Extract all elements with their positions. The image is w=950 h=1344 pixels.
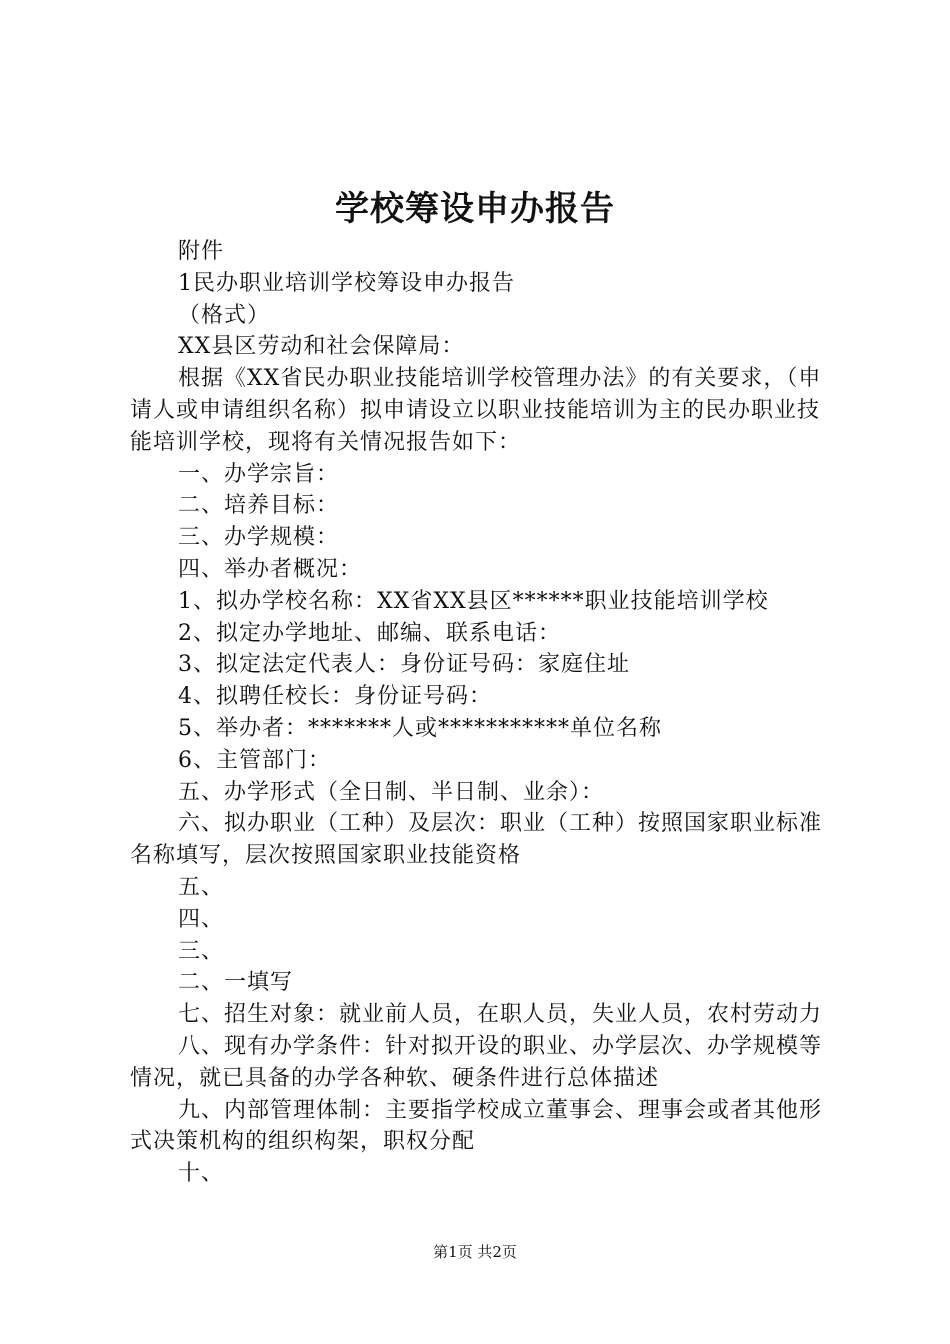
document-title: 学校筹设申办报告	[335, 189, 615, 229]
page-footer: 第1页 共2页	[433, 1243, 517, 1261]
paragraph: 八、现有办学条件：针对拟开设的职业、办学层次、办学规模等情况，就已具备的办学各种软、硬条件进行总体描述	[130, 1033, 823, 1091]
paragraph: 二、一填写	[178, 970, 294, 996]
paragraph: 3、拟定法定代表人：身份证号码：家庭住址	[178, 652, 630, 678]
paragraph: 九、内部管理体制：主要指学校成立董事会、理事会或者其他形式决策机构的组织构架，职权分配	[130, 1097, 823, 1155]
paragraph: （格式）	[178, 302, 271, 328]
paragraph: 四、	[178, 906, 225, 932]
paragraph: 6、主管部门：	[178, 747, 331, 773]
paragraph: 七、招生对象：就业前人员，在职人员，失业人员，农村劳动力	[178, 1002, 823, 1028]
paragraph: 根据《XX省民办职业技能培训学校管理办法》的有关要求，（申请人或申请组织名称）拟申请设立以职业技能培训为主的民办职业技能培训学校，现将有关情况报告如下：	[130, 366, 822, 455]
paragraph: XX县区劳动和社会保障局：	[178, 334, 465, 360]
paragraph: 2、拟定办学地址、邮编、联系电话：	[178, 620, 561, 646]
paragraph: 4、拟聘任校长：身份证号码：	[178, 684, 492, 710]
paragraph: 六、拟办职业（工种）及层次：职业（工种）按照国家职业标准名称填写，层次按照国家职业技能资格	[130, 811, 823, 869]
paragraph: 1、拟办学校名称：XX省XX县区******职业技能培训学校	[178, 588, 769, 614]
paragraph: 5、举办者：*******人或***********单位名称	[178, 715, 662, 741]
document-body	[130, 236, 835, 1190]
paragraph: 五、办学形式（全日制、半日制、业余）：	[178, 779, 605, 805]
paragraph: 一、办学宗旨：	[178, 461, 340, 487]
paragraph: 四、举办者概况：	[178, 556, 363, 582]
paragraph: 附件	[178, 239, 225, 264]
paragraph: 十、	[178, 1161, 225, 1187]
paragraph: 五、	[178, 874, 225, 900]
paragraph: 三、	[178, 938, 225, 964]
paragraph: 三、办学规模：	[178, 525, 340, 551]
paragraph: 1民办职业培训学校筹设申办报告	[178, 270, 515, 296]
paragraph: 二、培养目标：	[178, 493, 340, 519]
